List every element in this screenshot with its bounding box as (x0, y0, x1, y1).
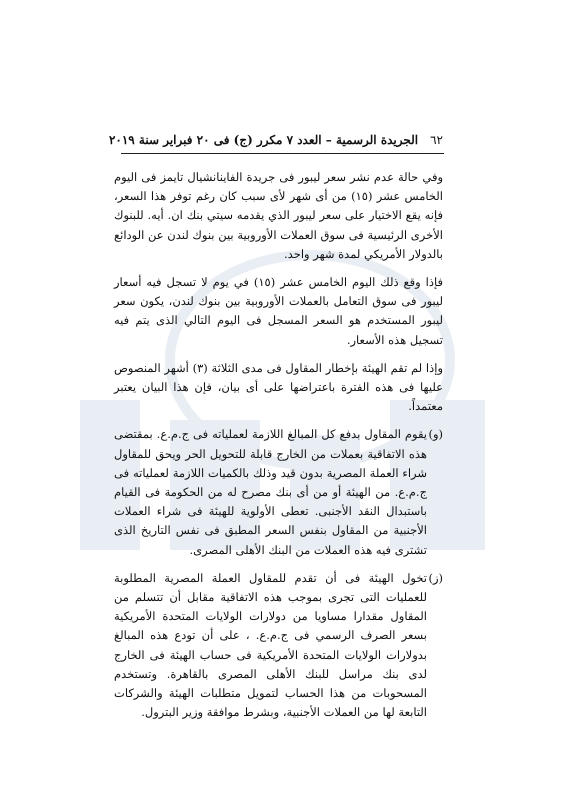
clause-label: (ز) (428, 570, 443, 585)
clause-waw (114, 425, 443, 559)
page-header (108, 133, 443, 147)
page-number: ٦٢ (430, 133, 443, 147)
clause-zay (114, 569, 443, 723)
paragraph-statement-approval: وإذا لم تقم الهيئة بإخطار المقاول فى مدى الثلاثة (٣) أشهر المنصوص عليها فى هذه الفترة باعتراضها على أى بيان، فإن هذا البيان يعتبر معتمداً. (114, 360, 443, 414)
document-body (114, 168, 443, 731)
gazette-title: الجريدة الرسمية – العدد ٧ مكرر (ج) فى ٢٠ فبراير سنة ٢٠١٩ (108, 133, 419, 147)
paragraph-libor-holiday: فإذا وقع ذلك اليوم الخامس عشر (١٥) في يوم لا تسجل فيه أسعار ليبور فى سوق التعامل بالعملات الأوروبية بين بنوك لندن، يكون سعر ليبور المستخدم هو السعر المسجل فى اليوم التالي الذى يتم فيه تسجيل هذه الأسعار. (114, 275, 443, 347)
clause-text: يقوم المقاول بدفع كل المبالغ اللازمة لعملياته فى ج.م.ع. بمقتضى هذه الاتفاقية بعملات من الخارج قابلة للتحويل الحر ويحق للمقاول شراء العملة المصرية بدون قيد وذلك بالكميات اللازمة لعملياته فى ج.م.ع. من الهيئة أو من أى بنك مصرح له من الحكومة فى القيام باستبدال النقد الأجنبى. تعطى الأولوية للهيئة فى شراء العملات الأجنبية من المقاول بنفس السعر المطبق فى نفس التاريخ الذى تشترى فيه هذه العملات من البنك الأهلى المصرى. (114, 427, 427, 557)
clause-text: تخول الهيئة فى أن تقدم للمقاول العملة المصرية المطلوبة للعمليات التى تجرى بموجب هذه الاتفاقية مقابل أن تتسلم من المقاول مقدارا مساويا من دولارات الولايات المتحدة الأمريكية بسعر الصرف الرسمي فى ج.م.ع. ، على أن تودع هذه المبالغ بدولارات الولايات المتحدة الأمريكية فى حساب الهيئة فى الخارج لدى بنك مراسل للبنك الأهلى المصرى بالقاهرة. وتستخدم المسحوبات من هذا الحساب لتمويل متطلبات الهيئة والشركات التابعة لها من العملات الأجنبية، وبشرط موافقة وزير البترول. (114, 570, 427, 720)
header-divider (121, 153, 444, 154)
clause-label: (و) (428, 427, 443, 442)
paragraph-libor-publication: وفي حالة عدم نشر سعر ليبور فى جريدة الفاينانشيال تايمز فى اليوم الخامس عشر (١٥) من أى شهر لأى سبب كان رغم توفر هذا السعر، فإنه يقع الاختيار على سعر ليبور الذي يقدمه سيتي بنك ان. أيه. للبنوك الأخرى الرئيسية فى سوق العملات الأوروبية بين بنوك لندن عن الودائع بالدولار الأمريكي لمدة شهر واحد. (114, 170, 443, 261)
